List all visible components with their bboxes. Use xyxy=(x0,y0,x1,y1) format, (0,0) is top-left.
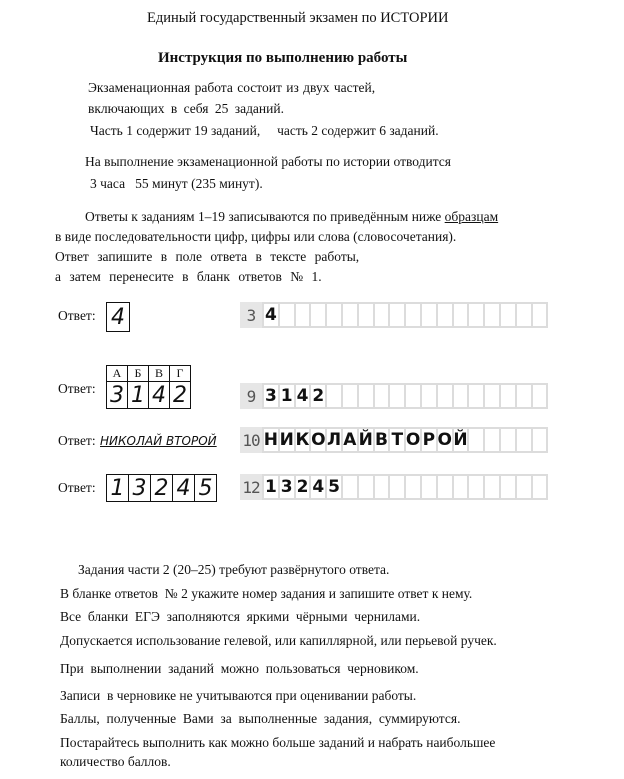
form-cell xyxy=(485,304,499,326)
form-cell xyxy=(517,304,531,326)
form-cell: А xyxy=(343,430,357,450)
form-cell: 1 xyxy=(264,477,277,497)
answers-intro-line-2: в виде последовательности цифр, цифры или слова (словосочетания). xyxy=(55,229,457,244)
form-cells-3 xyxy=(262,427,548,453)
form-cell xyxy=(327,385,341,407)
form-cell xyxy=(359,476,373,498)
form-cell xyxy=(311,304,325,326)
form-cell xyxy=(517,429,531,451)
form-cell: И xyxy=(279,430,294,450)
form-cell xyxy=(517,385,531,407)
form-cell xyxy=(533,476,547,498)
part2-line-2: В бланке ответов № 2 укажите номер задания и запишите ответ к нему. xyxy=(60,586,473,601)
form-cell: 3 xyxy=(280,477,293,497)
form-number-2: 9 xyxy=(240,383,262,409)
form-cell xyxy=(359,385,373,407)
form-cell xyxy=(390,476,404,498)
form-cell xyxy=(454,385,468,407)
form-cell: Й xyxy=(453,430,468,450)
part2-line-3: Все бланки ЕГЭ заполняются яркими чёрными чернилами. xyxy=(60,609,421,624)
time-line-2: 3 часа 55 минут (235 минут). xyxy=(90,176,263,191)
answers-intro-line-3: Ответ запишите в поле ответа в тексте работы, xyxy=(55,249,360,264)
grid-header-a: А xyxy=(107,366,128,382)
part2-line-9: количество баллов. xyxy=(60,754,171,769)
grid4-value-1: 1 xyxy=(107,475,129,502)
form-cell: Н xyxy=(263,430,279,450)
answers-intro-line-4: а затем перенесите в бланк ответов № 1. xyxy=(55,269,322,284)
form-cell: К xyxy=(295,430,310,450)
answer-label-3: Ответ: xyxy=(58,433,96,448)
form-cell xyxy=(485,429,499,451)
form-cells-2 xyxy=(262,383,548,409)
form-cell xyxy=(533,304,547,326)
form-cell xyxy=(406,476,420,498)
form-cell xyxy=(501,385,515,407)
intro-line-2: включающих в себя 25 заданий. xyxy=(88,101,284,116)
page-title: Инструкция по выполнению работы xyxy=(158,50,408,66)
form-cell: 4 xyxy=(296,386,309,406)
form-cell xyxy=(469,304,483,326)
form-cell xyxy=(375,476,389,498)
part2-line-7: Баллы, полученные Вами за выполненные задания, суммируются. xyxy=(60,711,461,726)
form-cell xyxy=(343,385,357,407)
grid-value-v: 4 xyxy=(149,382,170,409)
form-cell xyxy=(343,304,357,326)
answer-label-1: Ответ: xyxy=(58,308,96,323)
form-cell: 4 xyxy=(312,477,325,497)
grid-header-b: Б xyxy=(128,366,149,382)
form-cell: Т xyxy=(391,430,404,450)
form-cell xyxy=(485,476,499,498)
form-cell xyxy=(422,304,436,326)
form-cell: 2 xyxy=(296,477,309,497)
part2-line-5: При выполнении заданий можно пользоваться черновиком. xyxy=(60,661,419,676)
form-cell xyxy=(359,304,373,326)
grid-value-a: 3 xyxy=(107,382,128,409)
form-cell: 2 xyxy=(312,386,325,406)
answer-box-1 xyxy=(106,302,130,332)
answer-grid-4 xyxy=(106,474,217,502)
form-cell xyxy=(390,385,404,407)
form-cells-4 xyxy=(262,474,548,500)
form-cell xyxy=(280,304,294,326)
form-number-3: 10 xyxy=(240,427,262,453)
form-cell xyxy=(438,385,452,407)
form-cell xyxy=(343,476,357,498)
exam-header: Единый государственный экзамен по ИСТОРИИ xyxy=(147,10,449,26)
form-cell xyxy=(501,304,515,326)
form-cell xyxy=(533,429,547,451)
answer-value-3: НИКОЛАЙ ВТОРОЙ xyxy=(100,434,217,448)
form-cell: 3 xyxy=(264,386,277,406)
answer-value-1: 4 xyxy=(111,304,125,330)
form-cell xyxy=(390,304,404,326)
form-cell xyxy=(375,304,389,326)
answer-grid-2 xyxy=(106,365,191,409)
part2-line-1: Задания части 2 (20–25) требуют развёрнутого ответа. xyxy=(78,562,390,577)
form-cell xyxy=(454,476,468,498)
form-cell: 5 xyxy=(328,477,340,497)
answer-form-1 xyxy=(240,302,548,328)
form-cell: О xyxy=(405,430,421,450)
form-cell xyxy=(375,385,389,407)
form-cell xyxy=(501,476,515,498)
grid-header-g: Г xyxy=(170,366,191,382)
grid4-value-4: 4 xyxy=(173,475,195,502)
form-cell xyxy=(501,429,515,451)
answer-form-2 xyxy=(240,383,548,409)
form-cell xyxy=(517,476,531,498)
form-cell xyxy=(469,385,483,407)
form-cell xyxy=(296,304,310,326)
answers-intro-line-1 xyxy=(85,209,498,225)
form-cell xyxy=(438,304,452,326)
grid4-value-5: 5 xyxy=(195,475,217,502)
grid-value-g: 2 xyxy=(170,382,191,409)
form-cell xyxy=(406,304,420,326)
grid4-value-2: 3 xyxy=(129,475,151,502)
form-cell xyxy=(422,385,436,407)
form-cell xyxy=(485,385,499,407)
form-cell: Л xyxy=(327,430,342,450)
form-cell xyxy=(422,476,436,498)
form-cell xyxy=(454,304,468,326)
grid-value-b: 1 xyxy=(128,382,149,409)
answer-label-2: Ответ: xyxy=(58,381,96,396)
form-cell xyxy=(327,304,341,326)
time-line-1: На выполнение экзаменационной работы по истории отводится xyxy=(85,154,451,169)
form-cell: Й xyxy=(358,430,373,450)
answer-label-4: Ответ: xyxy=(58,480,96,495)
form-cell xyxy=(469,476,483,498)
part2-line-4: Допускается использование гелевой, или капиллярной, или перьевой ручек. xyxy=(60,633,497,648)
form-cells-1 xyxy=(262,302,548,328)
answer-form-4 xyxy=(240,474,548,500)
intro-line-1: Экзаменационная работа состоит из двух частей, xyxy=(88,80,376,95)
form-cell xyxy=(406,385,420,407)
form-cell: В xyxy=(374,430,388,450)
form-cell xyxy=(533,385,547,407)
grid-header-v: В xyxy=(149,366,170,382)
answers-intro-text: Ответы к заданиям 1–19 записываются по приведённым ниже xyxy=(85,209,445,224)
answer-form-3 xyxy=(240,427,548,453)
part2-line-8: Постарайтесь выполнить как можно больше заданий и набрать наибольшее xyxy=(60,735,496,750)
samples-link-text: образцам xyxy=(444,209,499,224)
intro-line-3: Часть 1 содержит 19 заданий, часть 2 содержит 6 заданий. xyxy=(90,123,439,138)
form-cell xyxy=(438,476,452,498)
form-cell: Р xyxy=(422,430,436,450)
form-cell: 4 xyxy=(264,305,277,325)
part2-line-6: Записи в черновике не учитываются при оценивании работы. xyxy=(60,688,417,703)
form-cell: О xyxy=(437,430,452,450)
form-cell xyxy=(469,429,483,451)
form-cell: 1 xyxy=(280,386,293,406)
form-cell: О xyxy=(311,430,326,450)
form-number-1: 3 xyxy=(240,302,262,328)
grid4-value-3: 2 xyxy=(151,475,173,502)
form-number-4: 12 xyxy=(240,474,262,500)
